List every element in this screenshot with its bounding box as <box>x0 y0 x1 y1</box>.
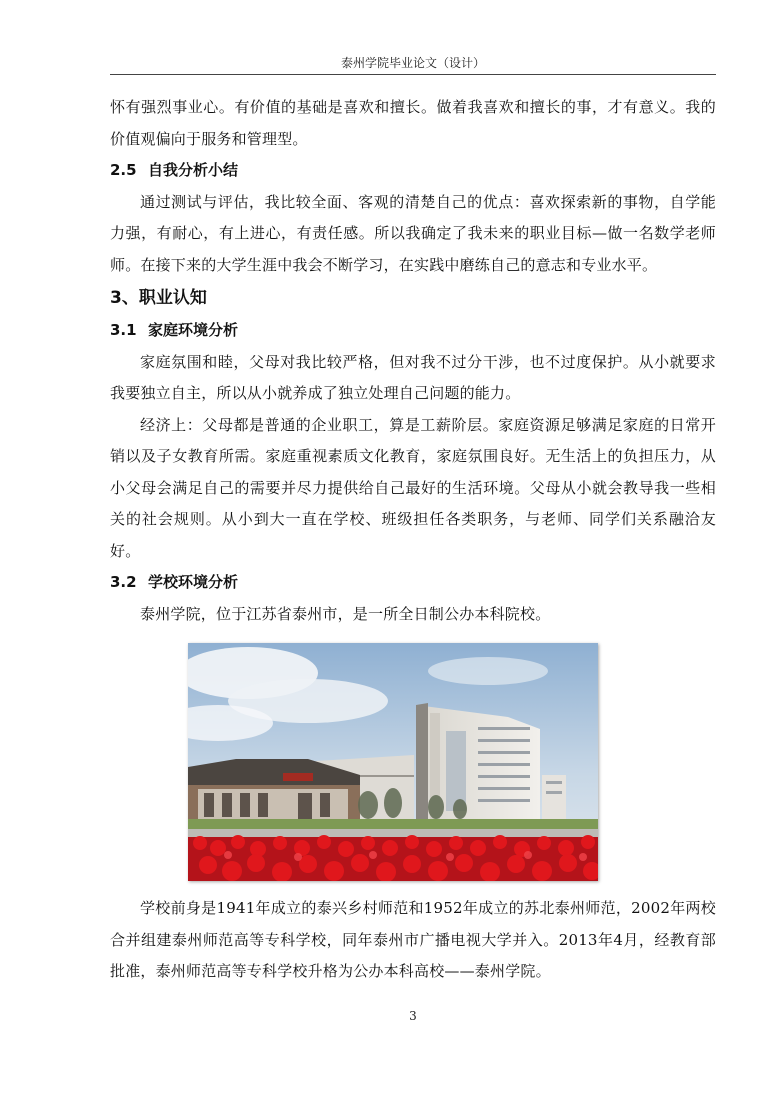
page-number: 3 <box>409 1009 417 1023</box>
paragraph-family-economy: 经济上：父母都是普通的企业职工，算是工薪阶层。家庭资源足够满足家庭的日常开销以及子女教育所需。家庭重视素质文化教育，家庭氛围良好。无生活上的负担压力，从小父母会满足自己的需要并尽力提供给自己最好的生活环境。父母从小就会教导我一些相关的社会规则。从小到大一直在学校、班级担任各类职务，与老师、同学们关系融洽友好。 <box>110 415 716 560</box>
chapter-3-heading: 3、职业认知 <box>110 288 207 308</box>
paragraph-school-intro: 泰州学院，位于江苏省泰州市，是一所全日制公办本科院校。 <box>140 604 551 623</box>
header-rule <box>110 74 716 75</box>
section-number: 3.1 <box>110 321 137 339</box>
campus-photo <box>188 643 598 881</box>
section-number: 2.5 <box>110 161 137 179</box>
paragraph-self-analysis-summary: 通过测试与评估，我比较全面、客观的清楚自己的优点：喜欢探索新的事物，自学能力强，有耐心，有上进心，有责任感。所以我确定了我未来的职业目标—做一名数学老师师。在接下来的大学生涯中我会不断学习，在实践中磨练自己的意志和专业水平。 <box>110 192 716 274</box>
section-title: 自我分析小结 <box>148 161 239 179</box>
paragraph-values: 怀有强烈事业心。有价值的基础是喜欢和擅长。做着我喜欢和擅长的事，才有意义。我的价值观偏向于服务和管理型。 <box>110 98 716 148</box>
paragraph-family-atmosphere: 家庭氛围和睦，父母对我比较严格，但对我不过分干涉，也不过度保护。从小就要求我要独立自主，所以从小就养成了独立处理自己问题的能力。 <box>110 352 716 402</box>
section-number: 3.2 <box>110 573 137 591</box>
page-content <box>110 92 716 988</box>
section-3-1-heading <box>110 315 716 347</box>
section-title: 家庭环境分析 <box>148 321 239 339</box>
section-3-2-heading <box>110 567 716 599</box>
section-2-5-heading <box>110 155 716 187</box>
section-title: 学校环境分析 <box>148 573 239 591</box>
page-header: 泰州学院毕业论文（设计） <box>340 56 485 70</box>
paragraph-school-history: 学校前身是1941年成立的泰兴乡村师范和1952年成立的苏北泰州师范，2002年两校合并组建泰州师范高等专科学校，同年泰州市广播电视大学并入。2013年4月，经教育部批准，泰州师范高等专科学校升格为公办本科高校——泰州学院。 <box>110 899 716 980</box>
